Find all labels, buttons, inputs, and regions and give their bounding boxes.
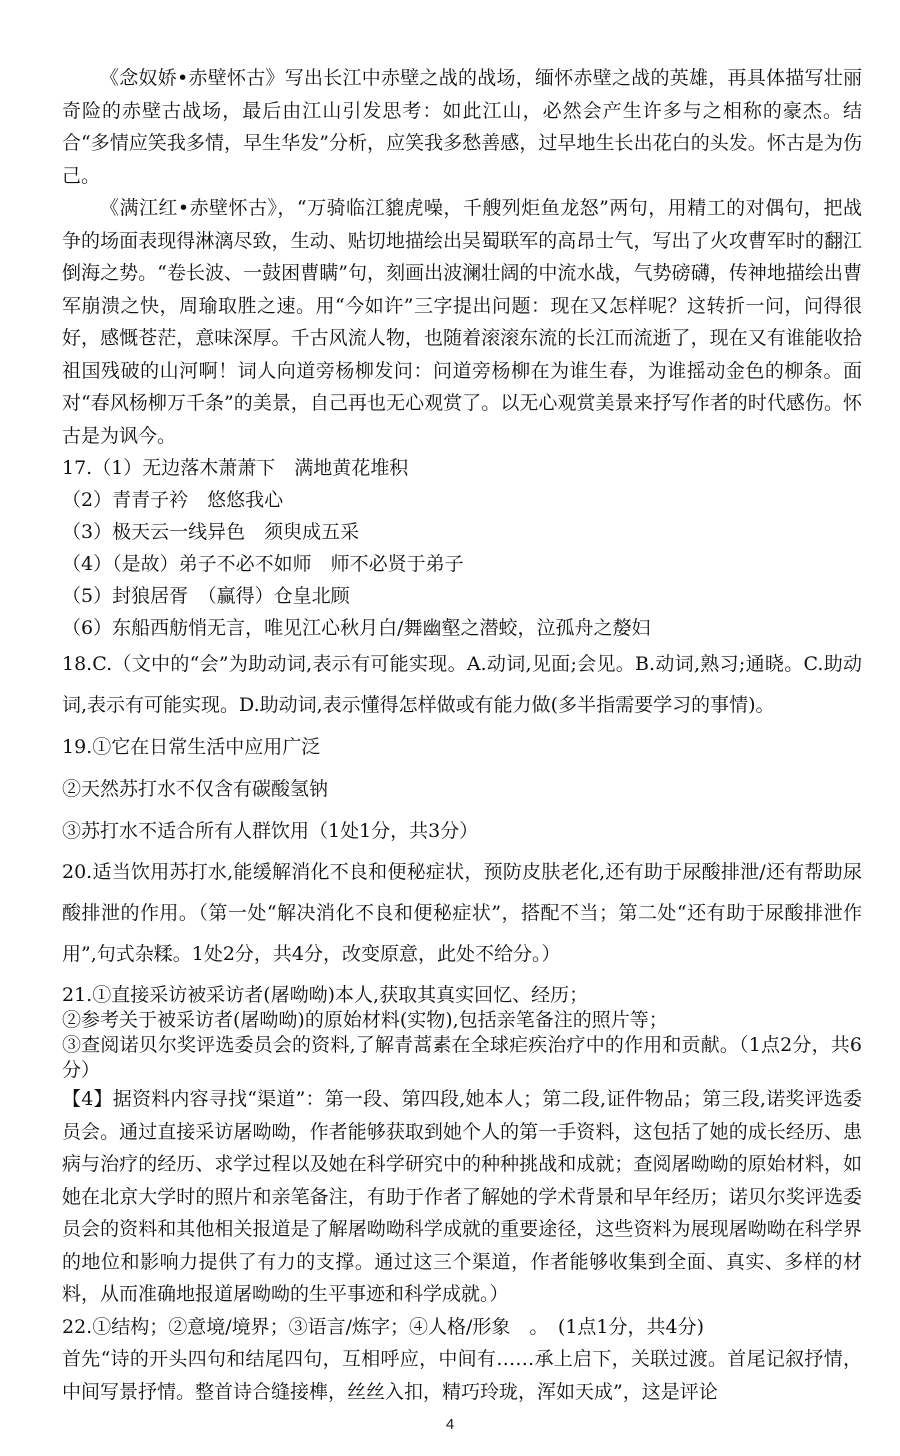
answer-19	[62, 726, 862, 852]
answer-18: 18.C.（文中的“会”为助动词,表示有可能实现。A.动词,见面;会见。B.动词,熟习;通晓。C.助动词,表示有可能实现。D.助动词,表示懂得怎样做或有能力做(多半指需要学习的事情)。	[62, 653, 862, 716]
answer-17	[62, 452, 862, 644]
answer-19-line: 19.①它在日常生活中应用广泛	[62, 736, 321, 758]
answer-17-line: （3）极天云一线异色 须臾成五采	[62, 521, 360, 543]
answer-22-line: 22.①结构；②意境/境界；③语言/炼字；④人格/形象 。 (1点1分，共4分)	[62, 1315, 705, 1338]
answer-17-line: （5）封狼居胥 （赢得）仓皇北顾	[62, 585, 350, 607]
answer-22-commentary: 首先“诗的开头四句和结尾四句，互相呼应，中间有……承上启下，关联过渡。首尾记叙抒情，中间写景抒情。整首诗合缝接榫，丝丝入扣，精巧玲珑，浑如天成”，这是评论	[62, 1348, 862, 1403]
answer-19-line: ②天然苏打水不仅含有碳酸氢钠	[62, 778, 329, 800]
answer-19-line: ③苏打水不适合所有人群饮用（1处1分，共3分）	[62, 820, 479, 842]
answer-17-line: 17.（1）无边落木萧萧下 满地黄花堆积	[62, 457, 409, 479]
answer-17-line: （4）（是故）弟子不必不如师 师不必贤于弟子	[62, 553, 464, 575]
paragraph-nianjiaojiao: 《念奴娇•赤壁怀古》写出长江中赤壁之战的战场，缅怀赤壁之战的英雄，再具体描写壮丽奇险的赤壁古战场，最后由江山引发思考：如此江山，必然会产生许多与之相称的豪杰。结合“多情应笑我多情，早生华发”分析，应笑我多愁善感，过早地生长出花白的头发。怀古是为伤己。	[62, 67, 862, 187]
page-number: 4	[445, 1416, 455, 1433]
answer-21-note: 【4】据资料内容寻找“渠道”：第一段、第四段,她本人；第二段,证件物品；第三段,诺奖评选委员会。通过直接采访屠呦呦，作者能够获取到她个人的第一手资料，这包括了她的成长经历、患病与治疗的经历、求学过程以及她在科学研究中的种种挑战和成就；查阅屠呦呦的原始材料，如她在北京大学时的照片和亲笔备注，有助于作者了解她的学术背景和早年经历；诺贝尔奖评选委员会的资料和其他相关报道是了解屠呦呦科学成就的重要途径，这些资料为展现屠呦呦在科学界的地位和影响力提供了有力的支撑。通过这三个渠道，作者能够收集到全面、真实、多样的材料，从而准确地报道屠呦呦的生平事迹和科学成就。）	[62, 1088, 862, 1305]
answer-22	[62, 1311, 862, 1409]
document-body	[62, 62, 862, 1408]
answer-21-line: ②参考关于被采访者(屠呦呦)的原始材料(实物),包括亲笔备注的照片等；	[62, 1009, 668, 1031]
paragraph-manjianghong: 《满江红•赤壁怀古》，“万骑临江貔虎噪，千艘列炬鱼龙怒”两句，用精工的对偶句，把战争的场面表现得淋漓尽致，生动、贴切地描绘出吴蜀联军的高昂士气，写出了火攻曹军时的翻江倒海之势。“卷长波、一鼓困曹瞒”句，刻画出波澜壮阔的中流水战，气势磅礴，传神地描绘出曹军崩溃之快，周瑜取胜之速。用“今如许”三字提出问题：现在又怎样呢？这转折一问，问得很好，感慨苍茫，意味深厚。千古风流人物，也随着滚滚东流的长江而流逝了，现在又有谁能收拾祖国残破的山河啊！词人向道旁杨柳发问：问道旁杨柳在为谁生春，为谁摇动金色的柳条。面对“春风杨柳万千条”的美景，自己再也无心观赏了。以无心观赏美景来抒写作者的时代感伤。怀古是为讽今。	[62, 197, 862, 447]
answer-20: 20.适当饮用苏打水,能缓解消化不良和便秘症状，预防皮肤老化,还有助于尿酸排泄/还有帮助尿酸排泄的作用。（第一处“解决消化不良和便秘症状”，搭配不当；第二处“还有助于尿酸排泄作用”,句式杂糅。1处2分，共4分，改变原意，此处不给分。）	[62, 861, 862, 965]
answer-17-line: （2）青青子衿 悠悠我心	[62, 489, 284, 511]
answer-21	[62, 983, 862, 1311]
answer-21-line: ③查阅诺贝尔奖评选委员会的资料,了解青蒿素在全球疟疾治疗中的作用和贡献。（1点2分，共6分）	[62, 1034, 862, 1081]
answer-17-line: （6）东船西舫悄无言，唯见江心秋月白/舞幽壑之潜蛟，泣孤舟之嫠妇	[62, 617, 651, 639]
answer-21-line: 21.①直接采访被采访者(屠呦呦)本人,获取其真实回忆、经历；	[62, 984, 589, 1006]
